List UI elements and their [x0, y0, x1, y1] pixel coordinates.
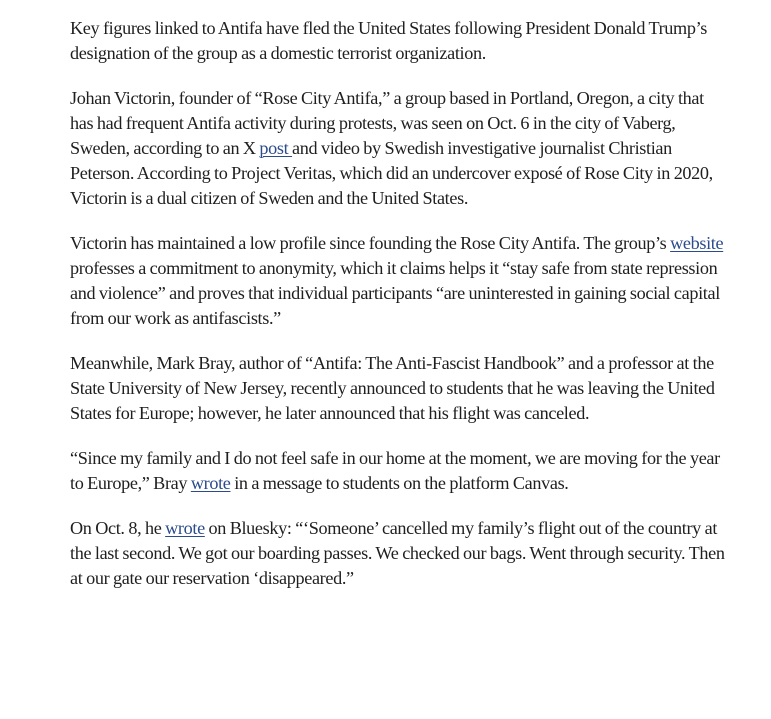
paragraph-bray: [70, 351, 730, 426]
paragraph-text: Johan Victorin, founder of “Rose City Antifa,” a group based in Portland, Oregon, a city that has had frequent Antifa activity during protests, was seen on Oct. 6 in the city of Vaberg, Sweden, according to an X: [70, 88, 704, 158]
paragraph-bluesky: [70, 516, 730, 591]
paragraph-low-profile: [70, 231, 730, 331]
article-body: [70, 16, 730, 611]
paragraph-text: Victorin has maintained a low profile since founding the Rose City Antifa. The group’s: [70, 233, 671, 253]
paragraph-text: Meanwhile, Mark Bray, author of “Antifa: The Anti-Fascist Handbook” and a professor at the State University of New Jersey, recently announced to students that he was leaving the United States for Europe; however, he later announced that his flight was canceled.: [70, 353, 715, 423]
wrote-canvas-link[interactable]: wrote: [190, 473, 231, 493]
paragraph-intro: [70, 16, 730, 66]
paragraph-bray-quote: [70, 446, 730, 496]
paragraph-text: On Oct. 8, he: [70, 518, 166, 538]
post-link[interactable]: post: [259, 138, 293, 158]
paragraph-text: in a message to students on the platform Canvas.: [230, 473, 569, 493]
website-link[interactable]: website: [670, 233, 724, 253]
paragraph-victorin: [70, 86, 730, 211]
paragraph-text: Key figures linked to Antifa have fled the United States following President Donald Trump’s designation of the group as a domestic terrorist organization.: [70, 18, 708, 63]
paragraph-text: “Since my family and I do not feel safe in our home at the moment, we are moving for the year to Europe,” Bray: [70, 448, 720, 493]
paragraph-text: professes a commitment to anonymity, which it claims helps it “stay safe from state repression and violence” and proves that individual participants “are uninterested in gaining social capital from our work as antifascists.”: [70, 258, 720, 328]
wrote-bluesky-link[interactable]: wrote: [165, 518, 205, 538]
paragraph-text: and video by Swedish investigative journalist Christian Peterson. According to Project Veritas, which did an undercover exposé of Rose City in 2020, Victorin is a dual citizen of Sweden and the United States.: [70, 138, 713, 208]
paragraph-text: on Bluesky: “‘Someone’ cancelled my family’s flight out of the country at the last second. We got our boarding passes. We checked our bags. Went through security. Then at our gate our reservation ‘disappeared.”: [70, 518, 725, 588]
